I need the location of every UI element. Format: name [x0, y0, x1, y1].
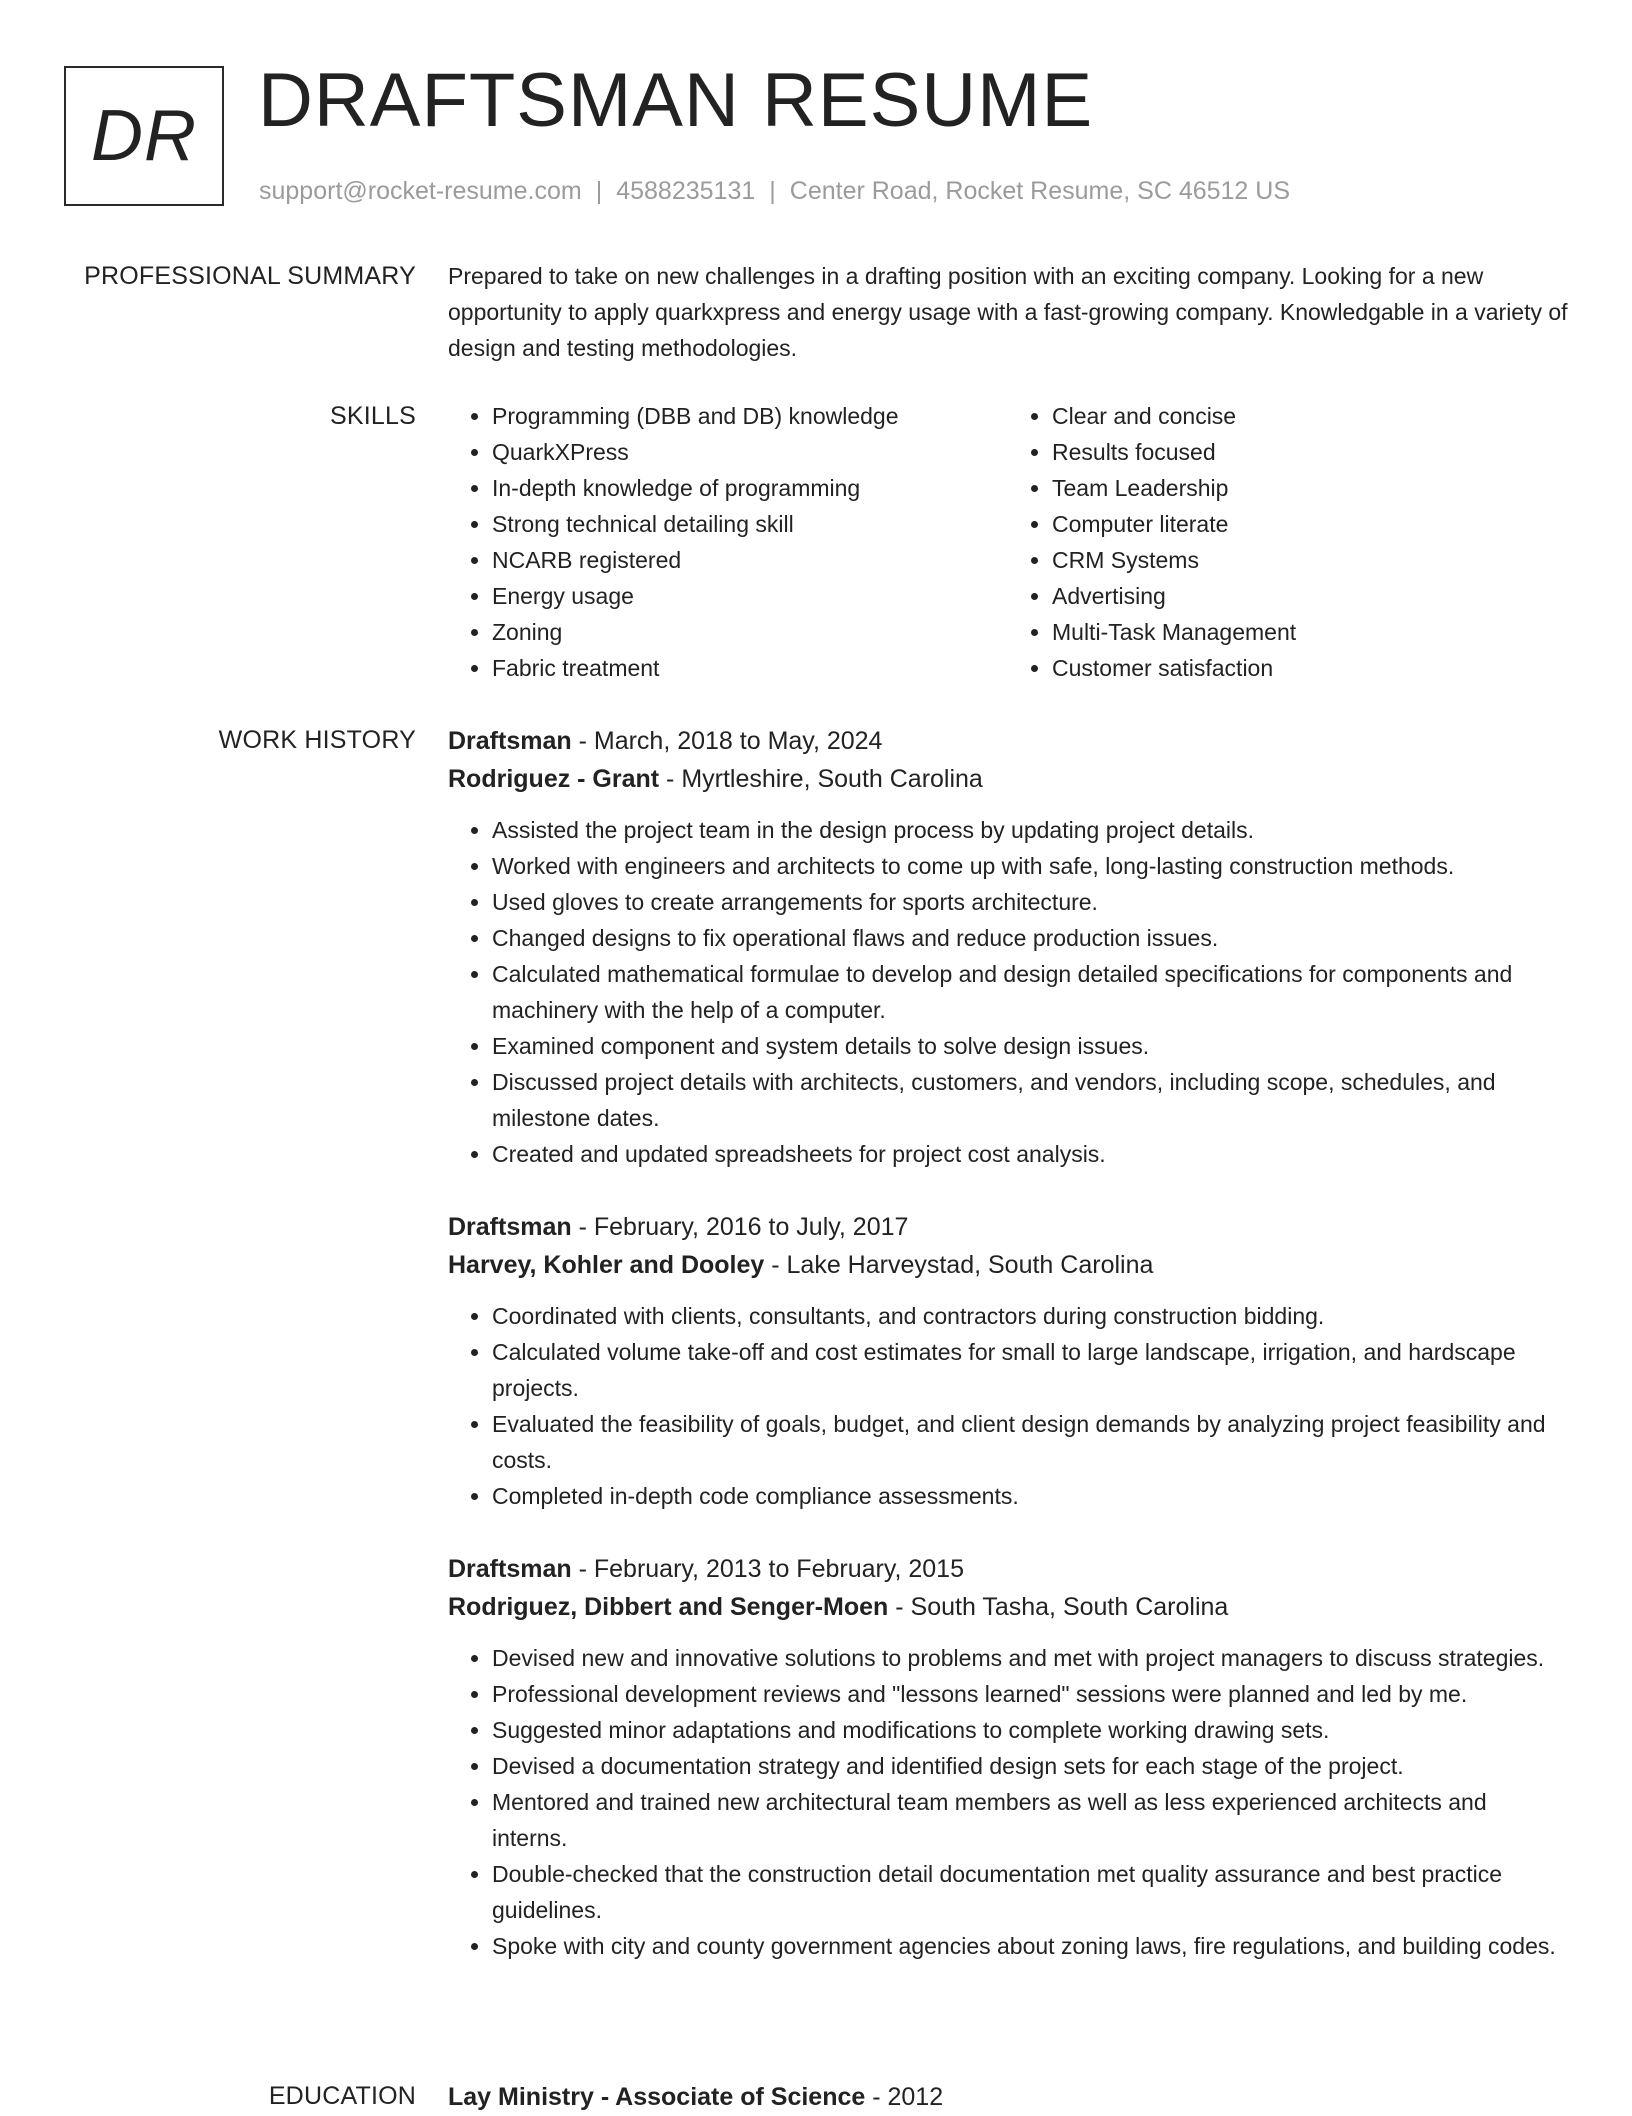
skills-list-left — [448, 398, 1008, 686]
job-title: Draftsman — [448, 1213, 572, 1241]
job-dates: - February, 2013 to February, 2015 — [571, 1555, 964, 1583]
education-year: - 2012 — [865, 2083, 944, 2111]
job-duty: • Worked with engineers and architects to come up with safe, long-lasting construction methods. — [492, 848, 1568, 884]
job-duty: • Devised new and innovative solutions to problems and met with project managers to discuss strategies. — [492, 1640, 1568, 1676]
skill-item: • Programming (DBB and DB) knowledge — [492, 398, 1008, 434]
job-duty: • Used gloves to create arrangements for sports architecture. — [492, 884, 1568, 920]
job-employer-line — [448, 760, 1568, 798]
job-title-line — [448, 722, 1568, 760]
skill-item: • Advertising — [1052, 578, 1568, 614]
job-duty: • Completed in-depth code compliance assessments. — [492, 1478, 1568, 1514]
skills-body — [448, 398, 1568, 686]
job-location: - South Tasha, South Carolina — [888, 1593, 1229, 1621]
skill-item: • CRM Systems — [1052, 542, 1568, 578]
monogram-box — [64, 66, 224, 206]
job-employer-line — [448, 1588, 1568, 1626]
job-company: Rodriguez - Grant — [448, 765, 660, 793]
work-history-body — [448, 722, 1568, 1964]
job-location: - Lake Harveystad, South Carolina — [764, 1251, 1154, 1279]
job-duty: • Assisted the project team in the design process by updating project details. — [492, 812, 1568, 848]
job-duty: • Evaluated the feasibility of goals, budget, and client design demands by analyzing project feasibility and costs. — [492, 1406, 1568, 1478]
job-duty: • Mentored and trained new architectural team members as well as less experienced architects and interns. — [492, 1784, 1568, 1856]
skills-heading: SKILLS — [330, 402, 416, 430]
contact-separator: | — [595, 177, 603, 205]
job-title: Draftsman — [448, 1555, 572, 1583]
job-duty: • Calculated mathematical formulae to develop and design detailed specifications for components and machinery with the help of a computer. — [492, 956, 1568, 1028]
contact-separator: | — [769, 177, 776, 205]
job-duty: • Suggested minor adaptations and modifications to complete working drawing sets. — [492, 1712, 1568, 1748]
summary-heading: PROFESSIONAL SUMMARY — [84, 262, 416, 290]
contact-info — [259, 176, 1290, 206]
job-employer-line — [448, 1246, 1568, 1284]
job-title-line — [448, 1208, 1568, 1246]
contact-address: Center Road, Rocket Resume, SC 46512 US — [789, 177, 1291, 205]
skill-item: • Strong technical detailing skill — [492, 506, 1008, 542]
skill-item: • QuarkXPress — [492, 434, 1008, 470]
skill-item: • Team Leadership — [1052, 470, 1568, 506]
work-history-heading: WORK HISTORY — [218, 726, 416, 754]
page-title: DRAFTSMAN RESUME — [258, 58, 1094, 143]
contact-phone: 4588235131 — [616, 177, 756, 205]
job-title: Draftsman — [448, 727, 572, 755]
job-duty: • Devised a documentation strategy and identified design sets for each stage of the project. — [492, 1748, 1568, 1784]
skill-item: • Computer literate — [1052, 506, 1568, 542]
job-duties-list — [448, 812, 1568, 1172]
job-entry — [448, 1550, 1568, 1964]
skills-list-right — [1008, 398, 1568, 686]
education-heading: EDUCATION — [268, 2082, 416, 2110]
job-dates: - February, 2016 to July, 2017 — [571, 1213, 909, 1241]
skill-item: • Energy usage — [492, 578, 1008, 614]
job-duty: • Professional development reviews and "lessons learned" sessions were planned and led by me. — [492, 1676, 1568, 1712]
job-duty: • Double-checked that the construction detail documentation met quality assurance and best practice guidelines. — [492, 1856, 1568, 1928]
job-title-line — [448, 1550, 1568, 1588]
job-duty: • Spoke with city and county government agencies about zoning laws, fire regulations, and building codes. — [492, 1928, 1568, 1964]
skill-item: • Fabric treatment — [492, 650, 1008, 686]
job-duty: • Created and updated spreadsheets for project cost analysis. — [492, 1136, 1568, 1172]
job-duty: • Discussed project details with architects, customers, and vendors, including scope, schedules, and milestone dates. — [492, 1064, 1568, 1136]
job-company: Harvey, Kohler and Dooley — [448, 1251, 765, 1279]
job-duty: • Examined component and system details to solve design issues. — [492, 1028, 1568, 1064]
contact-email: support@rocket-resume.com — [259, 177, 582, 205]
job-location: - Myrtleshire, South Carolina — [659, 765, 983, 793]
skill-item: • Customer satisfaction — [1052, 650, 1568, 686]
skill-item: • In-depth knowledge of programming — [492, 470, 1008, 506]
education-body — [448, 2078, 1568, 2116]
education-school: Lay Ministry - Associate of Science — [448, 2083, 866, 2111]
job-duties-list — [448, 1640, 1568, 1964]
job-duty: • Calculated volume take-off and cost estimates for small to large landscape, irrigation, and hardscape projects. — [492, 1334, 1568, 1406]
skill-item: • Multi-Task Management — [1052, 614, 1568, 650]
job-company: Rodriguez, Dibbert and Senger-Moen — [448, 1593, 889, 1621]
skill-item: • Results focused — [1052, 434, 1568, 470]
skill-item: • Clear and concise — [1052, 398, 1568, 434]
job-entry — [448, 1208, 1568, 1514]
summary-text: Prepared to take on new challenges in a drafting position with an exciting company. Looking for a new opportunity to apply quarkxpress and energy usage with a fast-growing company. Knowledgable in a variety of design and testing methodologies. — [448, 263, 1568, 361]
monogram-initials: DR — [91, 96, 197, 176]
education-entry — [448, 2078, 1568, 2116]
job-dates: - March, 2018 to May, 2024 — [571, 727, 883, 755]
job-duties-list — [448, 1298, 1568, 1514]
skill-item: • Zoning — [492, 614, 1008, 650]
job-duty: • Changed designs to fix operational flaws and reduce production issues. — [492, 920, 1568, 956]
skill-item: • NCARB registered — [492, 542, 1008, 578]
job-entry — [448, 722, 1568, 1172]
job-duty: • Coordinated with clients, consultants, and contractors during construction bidding. — [492, 1298, 1568, 1334]
summary-body — [448, 258, 1568, 366]
